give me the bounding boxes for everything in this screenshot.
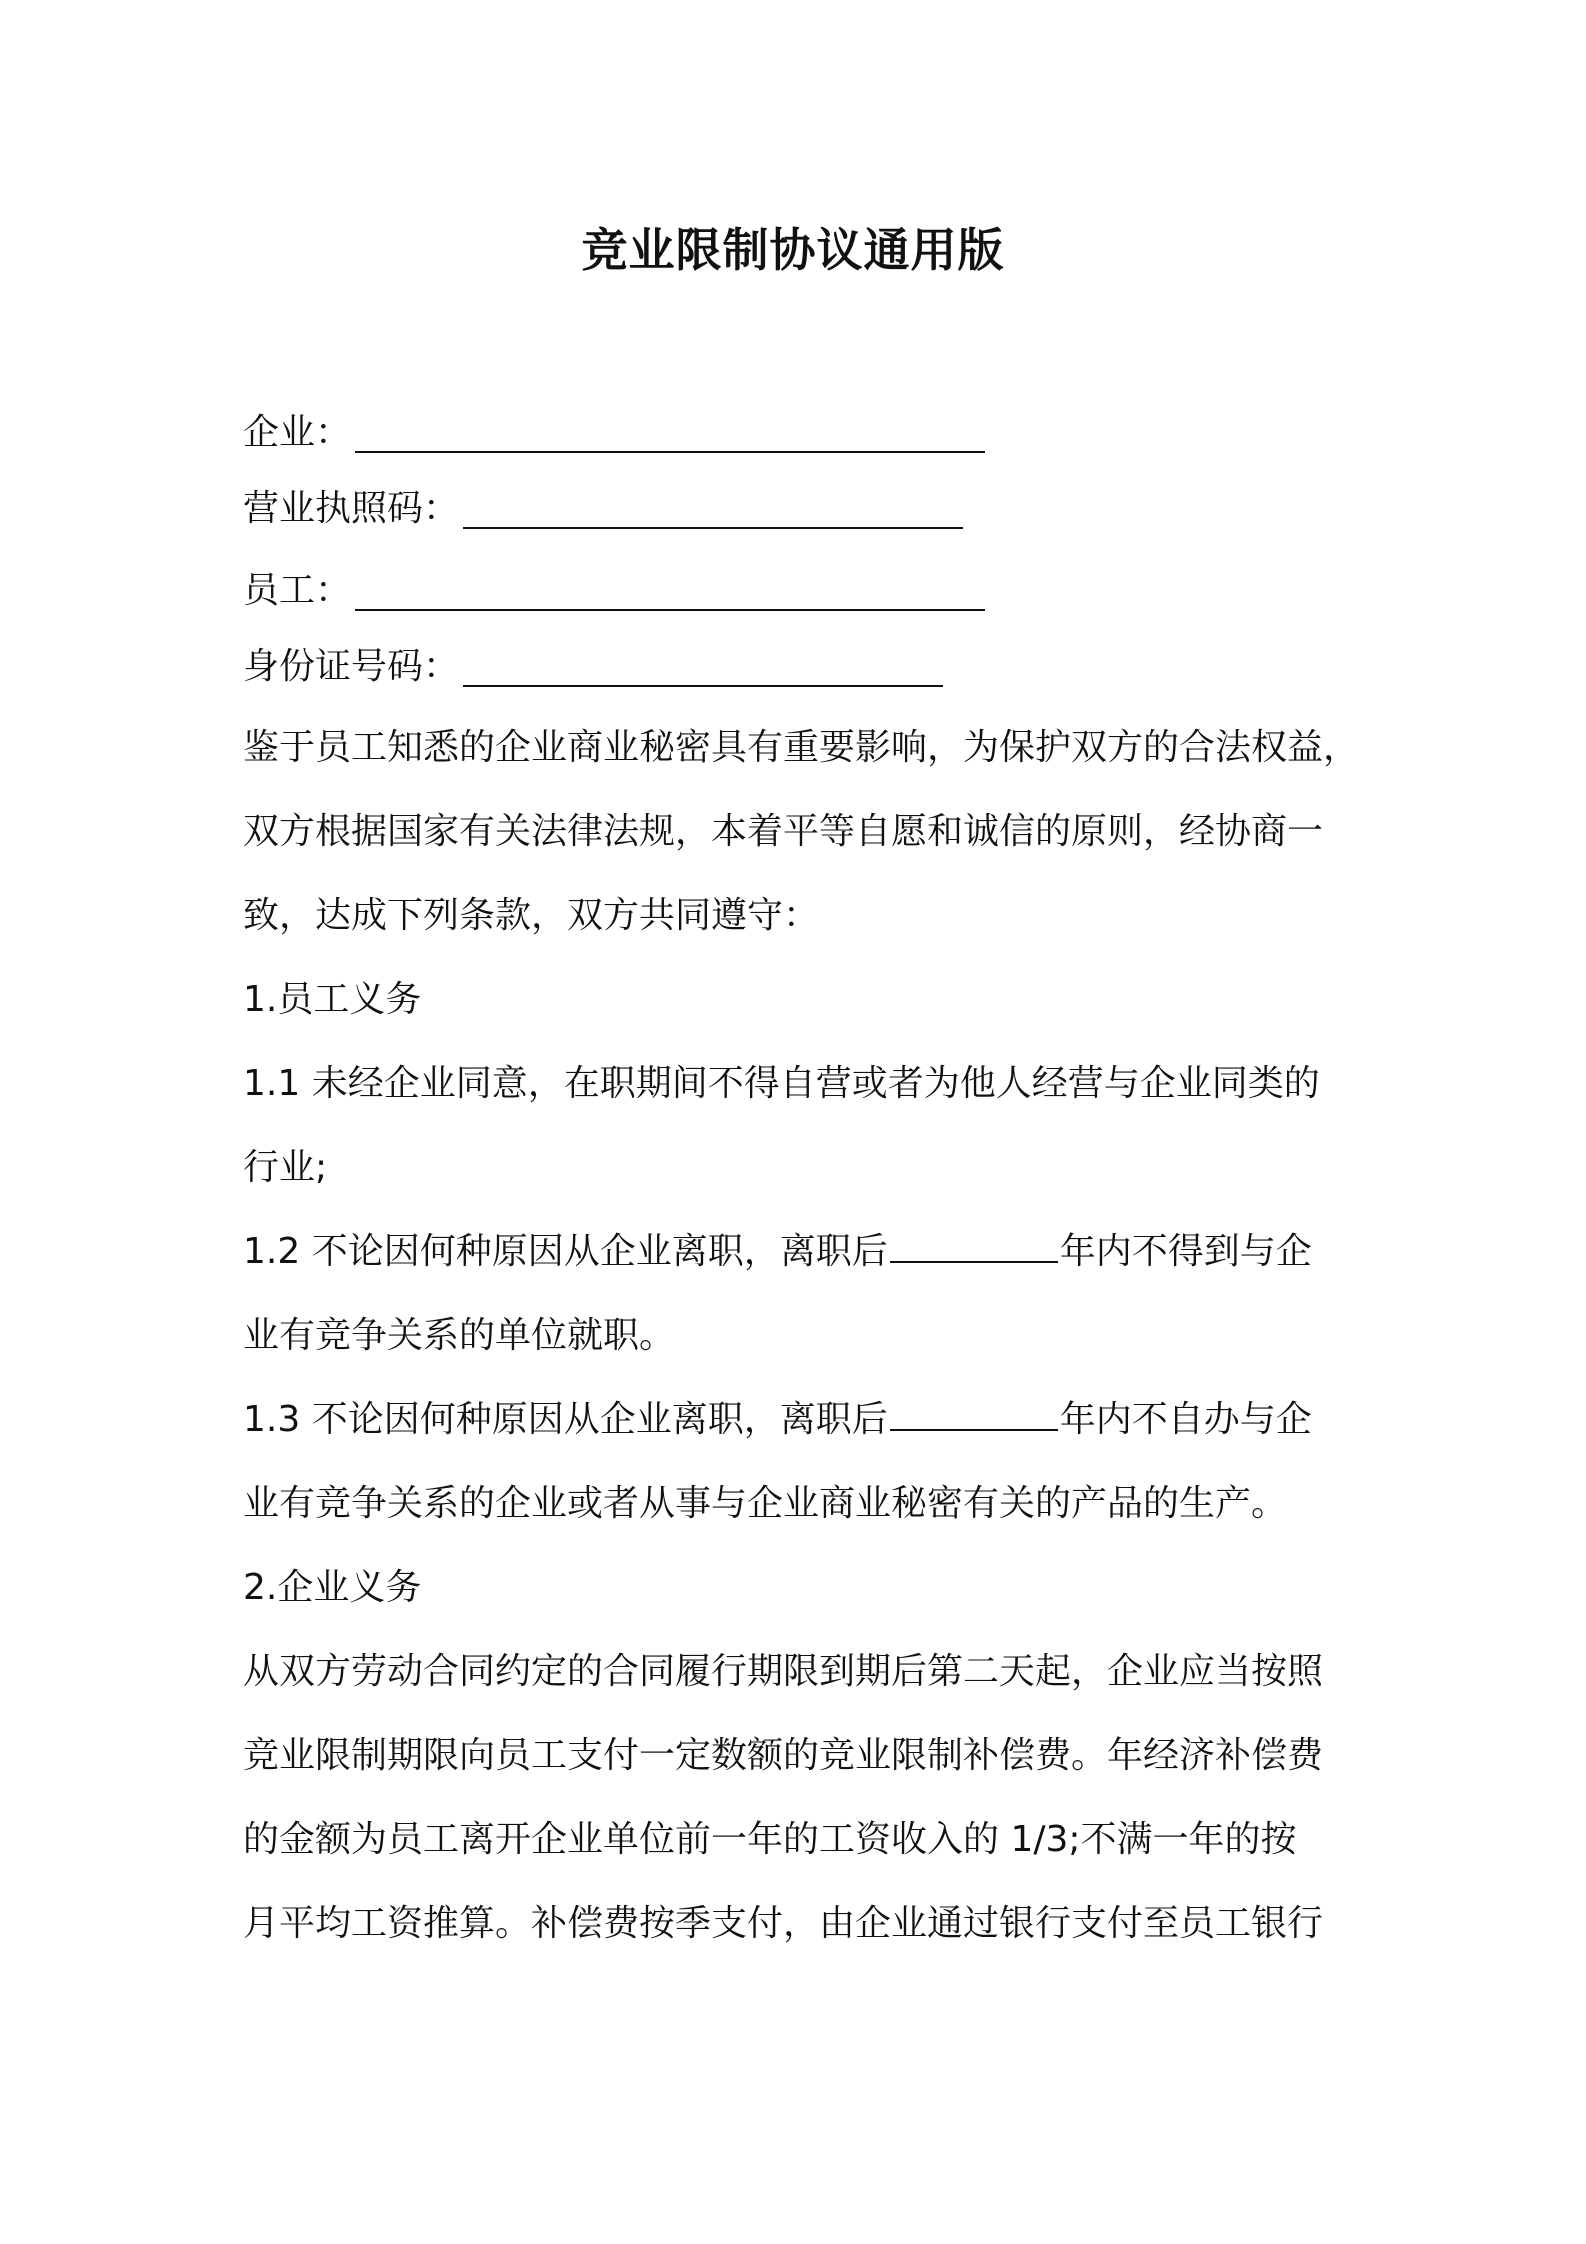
clause-line xyxy=(243,1210,1363,1294)
clause-line: 1.1 未经企业同意，在职期间不得自营或者为他人经营与企业同类的 xyxy=(243,1063,1320,1104)
preamble-line: 致，达成下列条款，双方共同遵守： xyxy=(243,895,820,936)
field-license-code xyxy=(243,480,1363,538)
clause-line: 从双方劳动合同约定的合同履行期限到期后第二天起，企业应当按照 xyxy=(243,1651,1324,1692)
clause-line: 竞业限制期限向员工支付一定数额的竞业限制补偿费。年经济补偿费 xyxy=(243,1735,1324,1776)
agreement-text xyxy=(243,706,1363,1966)
preamble-line: 双方根据国家有关法律法规，本着平等自愿和诚信的原则，经协商一 xyxy=(243,811,1324,852)
field-label: 员工： xyxy=(243,570,352,611)
fill-in-blank xyxy=(890,1425,1058,1431)
clause-text: 1.2 不论因何种原因从企业离职，离职后 xyxy=(243,1231,888,1272)
document-body xyxy=(243,404,1363,1966)
field-label: 营业执照码： xyxy=(243,488,460,529)
clause-line: 业有竞争关系的单位就职。 xyxy=(243,1315,676,1356)
fill-in-blank xyxy=(890,1257,1058,1263)
field-label: 企业： xyxy=(243,412,352,453)
clause-text: 年内不得到与企 xyxy=(1059,1231,1312,1272)
section-heading: 1.员工义务 xyxy=(243,979,422,1020)
clause-line: 月平均工资推算。补偿费按季支付，由企业通过银行支付至员工银行 xyxy=(243,1903,1324,1944)
fill-in-blank xyxy=(463,523,963,529)
clause-line: 行业; xyxy=(243,1147,328,1188)
fill-in-blank xyxy=(463,681,943,687)
preamble-line: 鉴于员工知悉的企业商业秘密具有重要影响，为保护双方的合法权益， xyxy=(243,727,1360,768)
clause-text: 1.3 不论因何种原因从企业离职，离职后 xyxy=(243,1399,888,1440)
document-title: 竞业限制协议通用版 xyxy=(581,223,1005,277)
field-label: 身份证号码： xyxy=(243,646,460,687)
field-id-number xyxy=(243,638,1363,696)
clause-line xyxy=(243,1378,1363,1462)
fill-in-blank xyxy=(355,605,985,611)
clause-line: 的金额为员工离开企业单位前一年的工资收入的 1/3;不满一年的按 xyxy=(243,1819,1297,1860)
clause-line: 业有竞争关系的企业或者从事与企业商业秘密有关的产品的生产。 xyxy=(243,1483,1288,1524)
field-enterprise xyxy=(243,404,1363,462)
fill-in-blank xyxy=(355,447,985,453)
section-heading: 2.企业义务 xyxy=(243,1567,422,1608)
field-employee xyxy=(243,562,1363,620)
clause-text: 年内不自办与企 xyxy=(1059,1399,1312,1440)
